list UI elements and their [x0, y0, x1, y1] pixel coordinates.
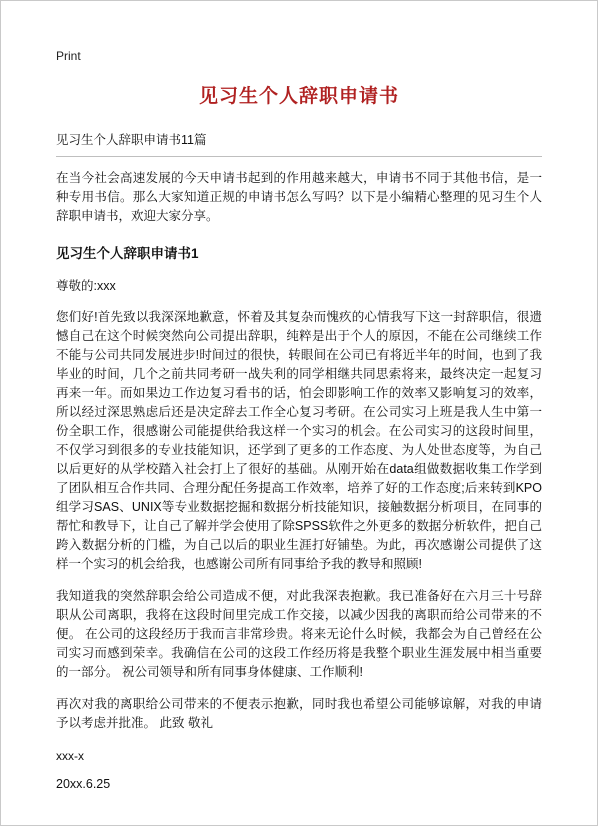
body-paragraph: 我知道我的突然辞职会给公司造成不便，对此我深表抱歉。我已准备好在六月三十号辞职从公司离职，我将在这段时间里完成工作交接，以减少因我的离职而给公司带来的不便。 在公司的这段经历于我而言非常珍贵。将来无论什么时候，我都会为自己曾经在公司实习而感到荣幸。我确信在公司的这段工作经历将是我整个职业生涯发展中相当重要的一部分。 祝公司领导和所有同事身体健康、工作顺利!	[56, 589, 542, 679]
document-subtitle: 见习生个人辞职申请书11篇	[56, 130, 542, 157]
intro-paragraph: 在当今社会高速发展的今天申请书起到的作用越来越大，申请书不同于其他书信，是一种专用书信。那么大家知道正规的申请书怎么写吗？以下是小编精心整理的见习生个人辞职申请书，欢迎大家分享。	[56, 171, 542, 223]
salutation-line: 尊敬的:xxx	[56, 279, 116, 293]
document-content	[1, 1, 597, 791]
print-link[interactable]: Print	[56, 49, 81, 63]
body-paragraph: 您们好!首先致以我深深地歉意，怀着及其复杂而愧疚的心情我写下这一封辞职信，很遗憾自己在这个时候突然向公司提出辞职，纯粹是出于个人的原因，不能在公司继续工作不能与公司共同发展进步!时间过的很快，转眼间在公司已有将近半年的时间，也到了我毕业的时间，几个之前共同考研一战失利的同学相继共同思索将来，最终决定一起复习再来一年。而如果边工作边复习看书的话，怕会即影响工作的效率又影响复习的效率，所以经过深思熟虑后还是决定辞去工作全心复习考研。在公司实习上班是我人生中第一份全职工作，很感谢公司能提供给我这样一个实习的机会。在公司实习的这段时间里，不仅学习到很多的专业技能知识，还学到了更多的工作态度、为人处世态度等，为自己以后更好的从学校踏入社会打上了很好的基础。从刚开始在data组做数据收集工作学到了团队相互合作共同、合理分配任务提高工作效率，培养了好的工作态度;后来转到KPO组学习SAS、UNIX等专业数据挖掘和数据分析技能知识，接触数据分析项目，在同事的帮忙和教导下，让自己了解并学会使用了除SPSS软件之外更多的数据分析软件，把自己跨入数据分析的门槛，为自己以后的职业生涯打好铺垫。为此，再次感谢公司提供了这样一个实习的机会给我，也感谢公司所有同事给予我的教导和照顾!	[56, 310, 542, 571]
document-title: 见习生个人辞职申请书	[198, 86, 399, 107]
signature-line: xxx-x	[56, 749, 84, 763]
section-heading: 见习生个人辞职申请书1	[56, 246, 199, 261]
date-line: 20xx.6.25	[56, 777, 111, 791]
body-paragraph: 再次对我的离职给公司带来的不便表示抱歉，同时我也希望公司能够谅解，对我的申请予以考虑并批准。 此致 敬礼	[56, 697, 542, 730]
